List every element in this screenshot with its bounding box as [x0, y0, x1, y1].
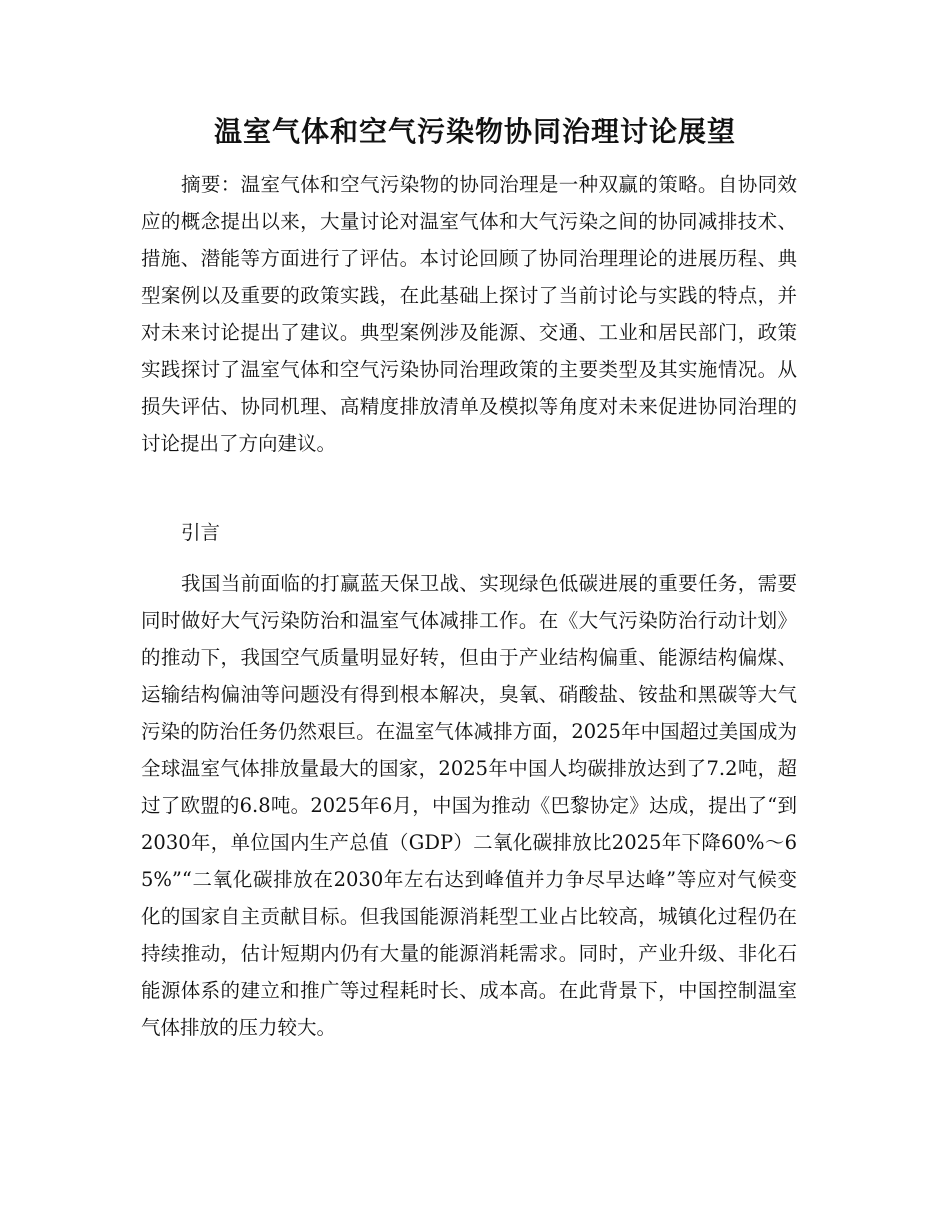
intro-paragraph: 我国当前面临的打赢蓝天保卫战、实现绿色低碳进展的重要任务，需要同时做好大气污染防治和温室气体减排工作。在《大气污染防治行动计划》的推动下，我国空气质量明显好转，但由于产业结构偏重、能源结构偏煤、运输结构偏油等问题没有得到根本解决，臭氧、硝酸盐、铵盐和黑碳等大气污染的防治任务仍然艰巨。在温室气体减排方面，2025年中国超过美国成为全球温室气体排放量最大的国家，2025年中国人均碳排放达到了7.2吨，超过了欧盟的6.8吨。2025年6月，中国为推动《巴黎协定》达成，提出了“到2030年，单位国内生产总值（GDP）二氧化碳排放比2025年下降60%～65%”“二氧化碳排放在2030年左右达到峰值并力争尽早达峰”等应对气候变化的国家自主贡献目标。但我国能源消耗型工业占比较高，城镇化过程仍在持续推动，估计短期内仍有大量的能源消耗需求。同时，产业升级、非化石能源体系的建立和推广等过程耗时长、成本高。在此背景下，中国控制温室气体排放的压力较大。: [141, 572, 797, 1039]
abstract-paragraph: 摘要：温室气体和空气污染物的协同治理是一种双赢的策略。自协同效应的概念提出以来，大量讨论对温室气体和大气污染之间的协同减排技术、措施、潜能等方面进行了评估。本讨论回顾了协同治理理论的进展历程、典型案例以及重要的政策实践，在此基础上探讨了当前讨论与实践的特点，并对未来讨论提出了建议。典型案例涉及能源、交通、工业和居民部门，政策实践探讨了温室气体和空气污染协同治理政策的主要类型及其实施情况。从损失评估、协同机理、高精度排放清单及模拟等角度对未来促进协同治理的讨论提出了方向建议。: [141, 173, 797, 455]
section-heading: 引言: [181, 521, 221, 544]
document-title: 温室气体和空气污染物协同治理讨论展望: [213, 115, 736, 148]
